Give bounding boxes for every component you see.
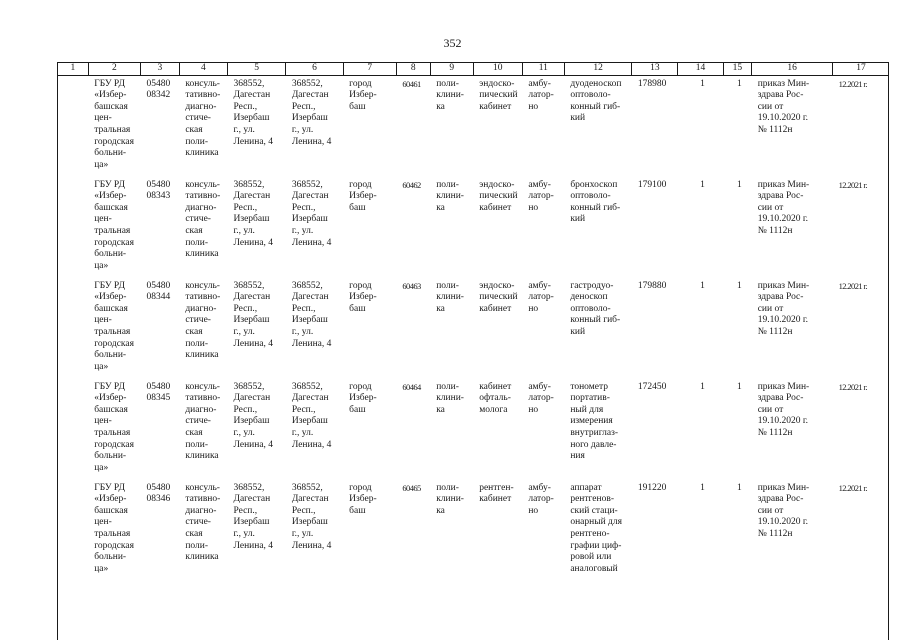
cell-equipment: дуоденоскоп оптоволо- конный гиб- кий xyxy=(570,78,622,124)
cell-record-id: 60465 xyxy=(402,482,421,493)
cell-org-code: 05480 08345 xyxy=(146,381,171,404)
cell-address-actual: 368552, Дагестан Респ., Изербаш г., ул. Ленина, 4 xyxy=(291,482,332,551)
column-number-14: 14 xyxy=(678,63,723,76)
cell-address-actual: 368552, Дагестан Респ., Изербаш г., ул. Ленина, 4 xyxy=(291,78,332,147)
cell-care-type: амбу- латор- но xyxy=(528,179,554,213)
cell-record-id: 60463 xyxy=(402,280,421,291)
page-number: 352 xyxy=(443,36,462,50)
cell-nkmi-code: 179880 xyxy=(637,280,667,291)
cell-address-actual: 368552, Дагестан Респ., Изербаш г., ул. Ленина, 4 xyxy=(291,179,332,248)
cell-room: рентген- кабинет xyxy=(479,482,514,505)
cell-date: 12.2021 г. xyxy=(838,280,867,291)
cell-date: 12.2021 г. xyxy=(838,78,867,89)
cell-address-actual: 368552, Дагестан Респ., Изербаш г., ул. Ленина, 4 xyxy=(291,381,332,450)
cell-address: 368552, Дагестан Респ., Изербаш г., ул. Ленина, 4 xyxy=(233,381,274,450)
cell-order: приказ Мин- здрава Рос- сии от 19.10.2020 г. № 1112н xyxy=(757,179,810,236)
cell-organization: ГБУ РД «Избер- башская цен- тральная городская больни- ца» xyxy=(94,482,134,574)
cell-organization: ГБУ РД «Избер- башская цен- тральная городская больни- ца» xyxy=(94,381,134,473)
cell-nkmi-code: 178980 xyxy=(637,78,667,89)
column-number-9: 9 xyxy=(430,63,473,76)
cell-quantity-required: 1 xyxy=(736,381,742,392)
column-number-8: 8 xyxy=(396,63,430,76)
column-number-header-row xyxy=(58,63,890,76)
cell-nkmi-code: 191220 xyxy=(637,482,667,493)
cell-locality: город Избер- баш xyxy=(349,280,377,314)
cell-quantity: 1 xyxy=(700,280,705,291)
cell-record-id: 60462 xyxy=(402,179,421,190)
cell-address: 368552, Дагестан Респ., Изербаш г., ул. Ленина, 4 xyxy=(233,179,274,248)
cell-equipment: бронхоскоп оптоволо- конный гиб- кий xyxy=(570,179,621,225)
cell-locality: город Избер- баш xyxy=(349,381,377,415)
cell-org-code: 05480 08342 xyxy=(146,78,171,101)
cell-locality: город Избер- баш xyxy=(349,482,377,516)
column-number-3: 3 xyxy=(140,63,179,76)
column-number-15: 15 xyxy=(723,63,752,76)
cell-organization: ГБУ РД «Избер- башская цен- тральная городская больни- ца» xyxy=(94,179,134,271)
table-row xyxy=(58,278,890,379)
cell-org-code: 05480 08346 xyxy=(146,482,171,505)
cell-locality: город Избер- баш xyxy=(349,78,377,112)
cell-order: приказ Мин- здрава Рос- сии от 19.10.2020 г. № 1112н xyxy=(757,482,810,539)
column-number-7: 7 xyxy=(343,63,396,76)
cell-address-actual: 368552, Дагестан Респ., Изербаш г., ул. Ленина, 4 xyxy=(291,280,332,349)
cell-quantity-required: 1 xyxy=(736,482,742,493)
cell-org-code: 05480 08344 xyxy=(146,280,171,303)
cell-equipment: тонометр портатив- ный для измерения внутриглаз- ного давле- ния xyxy=(570,381,619,462)
cell-room: эндоско- пический кабинет xyxy=(479,78,518,112)
cell-org-code: 05480 08343 xyxy=(146,179,171,202)
column-number-1: 1 xyxy=(58,63,89,76)
cell-nkmi-code: 172450 xyxy=(637,381,667,392)
cell-care-type: амбу- латор- но xyxy=(528,482,554,516)
cell-quantity: 1 xyxy=(700,179,705,190)
column-number-12: 12 xyxy=(564,63,632,76)
cell-date: 12.2021 г. xyxy=(838,381,867,392)
column-number-4: 4 xyxy=(179,63,227,76)
cell-care-type: амбу- латор- но xyxy=(528,280,554,314)
cell-unit: консуль- тативно- диагно- стиче- ская поли- клиника xyxy=(185,482,221,563)
cell-row-index xyxy=(58,75,89,177)
cell-organization: ГБУ РД «Избер- башская цен- тральная городская больни- ца» xyxy=(94,78,134,170)
table-row xyxy=(58,75,890,177)
cell-date: 12.2021 г. xyxy=(838,482,867,493)
cell-nkmi-code: 179100 xyxy=(637,179,667,190)
cell-unit: консуль- тативно- диагно- стиче- ская поли- клиника xyxy=(185,381,221,462)
cell-care-type: амбу- латор- но xyxy=(528,78,554,112)
cell-row-index xyxy=(58,480,89,576)
cell-order: приказ Мин- здрава Рос- сии от 19.10.2020 г. № 1112н xyxy=(757,280,810,337)
cell-room: кабинет офталь- молога xyxy=(479,381,512,415)
cell-unit: консуль- тативно- диагно- стиче- ская поли- клиника xyxy=(185,280,221,361)
column-number-5: 5 xyxy=(227,63,285,76)
cell-address: 368552, Дагестан Респ., Изербаш г., ул. Ленина, 4 xyxy=(233,482,274,551)
cell-organization: ГБУ РД «Избер- башская цен- тральная городская больни- ца» xyxy=(94,280,134,372)
cell-division: поли- клини- ка xyxy=(436,280,464,314)
cell-record-id: 60464 xyxy=(402,381,421,392)
column-number-16: 16 xyxy=(752,63,833,76)
cell-row-index xyxy=(58,177,89,278)
cell-address: 368552, Дагестан Респ., Изербаш г., ул. Ленина, 4 xyxy=(233,78,274,147)
column-number-11: 11 xyxy=(522,63,564,76)
column-number-2: 2 xyxy=(88,63,140,76)
cell-quantity-required: 1 xyxy=(736,179,742,190)
cell-address: 368552, Дагестан Респ., Изербаш г., ул. Ленина, 4 xyxy=(233,280,274,349)
table-row xyxy=(58,480,890,576)
cell-row-index xyxy=(58,278,89,379)
table-row xyxy=(58,177,890,278)
cell-date: 12.2021 г. xyxy=(838,179,867,190)
column-number-10: 10 xyxy=(473,63,522,76)
cell-quantity: 1 xyxy=(700,381,705,392)
cell-order: приказ Мин- здрава Рос- сии от 19.10.2020 г. № 1112н xyxy=(757,78,810,135)
cell-row-index xyxy=(58,379,89,480)
cell-locality: город Избер- баш xyxy=(349,179,377,213)
cell-division: поли- клини- ка xyxy=(436,179,464,213)
table-row xyxy=(58,379,890,480)
cell-order: приказ Мин- здрава Рос- сии от 19.10.2020 г. № 1112н xyxy=(757,381,810,438)
column-number-17: 17 xyxy=(833,63,889,76)
cell-quantity-required: 1 xyxy=(736,280,742,291)
cell-unit: консуль- тативно- диагно- стиче- ская поли- клиника xyxy=(185,78,221,159)
cell-quantity: 1 xyxy=(700,78,705,89)
cell-equipment: аппарат рентгенов- ский стаци- онарный для рентгено- графии циф- ровой или аналоговый xyxy=(570,482,622,574)
cell-division: поли- клини- ка xyxy=(436,78,464,112)
cell-quantity: 1 xyxy=(700,482,705,493)
cell-quantity-required: 1 xyxy=(736,78,742,89)
cell-care-type: амбу- латор- но xyxy=(528,381,554,415)
cell-division: поли- клини- ка xyxy=(436,482,464,516)
column-number-13: 13 xyxy=(632,63,678,76)
cell-unit: консуль- тативно- диагно- стиче- ская поли- клиника xyxy=(185,179,221,260)
cell-division: поли- клини- ка xyxy=(436,381,464,415)
equipment-registry-table xyxy=(57,62,889,575)
cell-room: эндоско- пический кабинет xyxy=(479,179,518,213)
column-number-6: 6 xyxy=(286,63,343,76)
cell-room: эндоско- пический кабинет xyxy=(479,280,518,314)
cell-equipment: гастродуо- деноскоп оптоволо- конный гиб- кий xyxy=(570,280,621,337)
cell-record-id: 60461 xyxy=(402,78,421,89)
